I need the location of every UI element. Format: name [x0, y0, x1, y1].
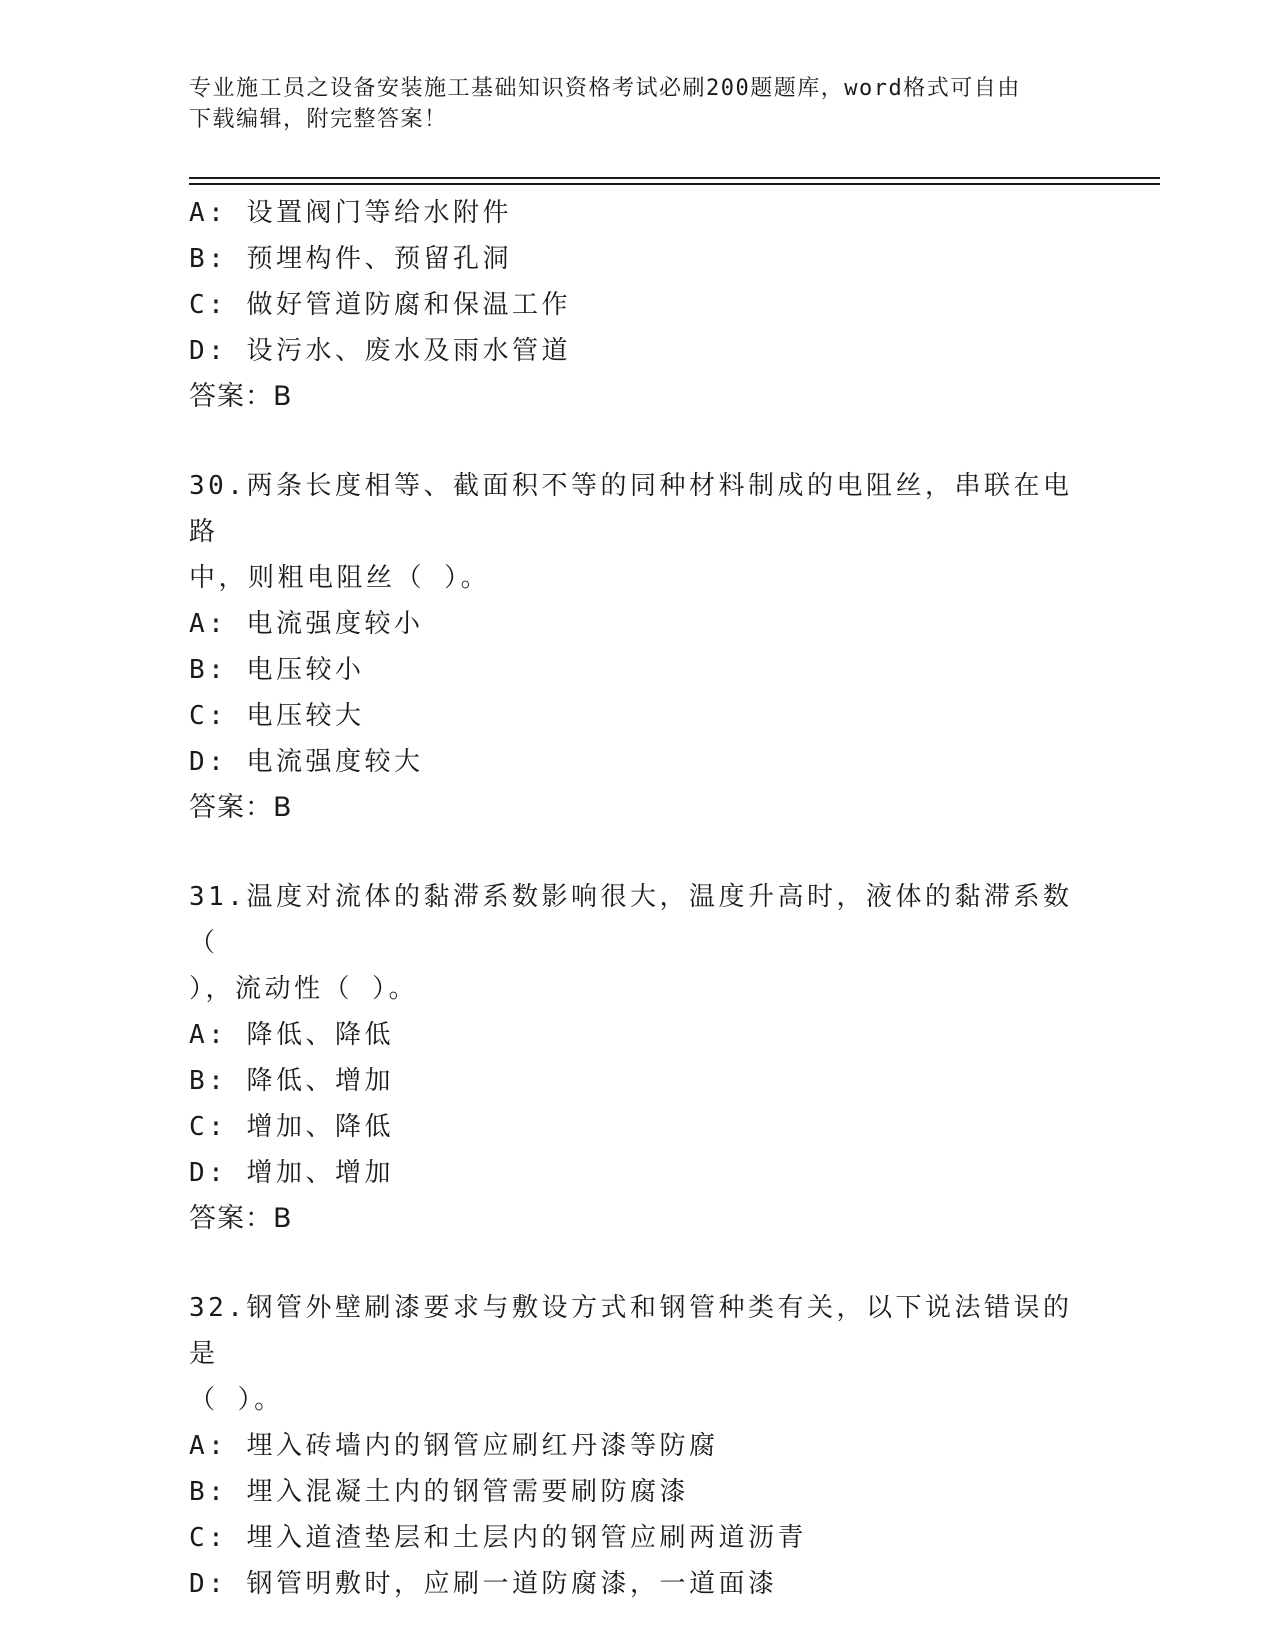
option-a: A: 电流强度较小 [189, 609, 424, 639]
question-29-continuation [189, 190, 1089, 420]
question-text-line-1: 30.两条长度相等、截面积不等的同种材料制成的电阻丝，串联在电路 [189, 471, 1073, 547]
question-list [189, 190, 1089, 1607]
option-b: B: 预埋构件、预留孔洞 [189, 244, 512, 274]
option-b: B: 埋入混凝土内的钢管需要刷防腐漆 [189, 1477, 689, 1507]
option-b: B: 电压较小 [189, 655, 365, 685]
header-divider-top [189, 177, 1160, 179]
option-d: D: 增加、增加 [189, 1158, 394, 1188]
answer-label: 答案：B [189, 792, 293, 823]
header-line-1: 专业施工员之设备安装施工基础知识资格考试必刷200题题库，word格式可自由 [189, 76, 1021, 101]
option-a: A: 设置阀门等给水附件 [189, 198, 512, 228]
option-a: A: 降低、降低 [189, 1020, 394, 1050]
option-d: D: 设污水、废水及雨水管道 [189, 336, 571, 366]
option-c: C: 埋入道渣垫层和土层内的钢管应刷两道沥青 [189, 1523, 807, 1553]
document-header [189, 73, 1089, 135]
question-text-line-2: 中，则粗电阻丝（ ）。 [189, 563, 491, 593]
answer-label: 答案：B [189, 1203, 293, 1234]
option-c: C: 增加、降低 [189, 1112, 394, 1142]
option-b: B: 降低、增加 [189, 1066, 394, 1096]
question-text-line-1: 32.钢管外壁刷漆要求与敷设方式和钢管种类有关，以下说法错误的是 [189, 1293, 1073, 1369]
question-31 [189, 874, 1089, 1242]
header-line-2: 下载编辑，附完整答案！ [189, 107, 448, 132]
question-text-line-2: ），流动性（ ）。 [189, 974, 419, 1004]
question-32 [189, 1285, 1089, 1607]
answer-label: 答案：B [189, 381, 293, 412]
header-divider-bottom [189, 183, 1160, 185]
option-d: D: 钢管明敷时，应刷一道防腐漆，一道面漆 [189, 1569, 778, 1599]
option-d: D: 电流强度较大 [189, 747, 424, 777]
option-a: A: 埋入砖墙内的钢管应刷红丹漆等防腐 [189, 1431, 719, 1461]
question-text-line-1: 31.温度对流体的黏滞系数影响很大，温度升高时，液体的黏滞系数（ [189, 882, 1073, 958]
question-text-line-2: （ ）。 [189, 1385, 284, 1415]
option-c: C: 电压较大 [189, 701, 365, 731]
question-30 [189, 463, 1089, 831]
option-c: C: 做好管道防腐和保温工作 [189, 290, 571, 320]
